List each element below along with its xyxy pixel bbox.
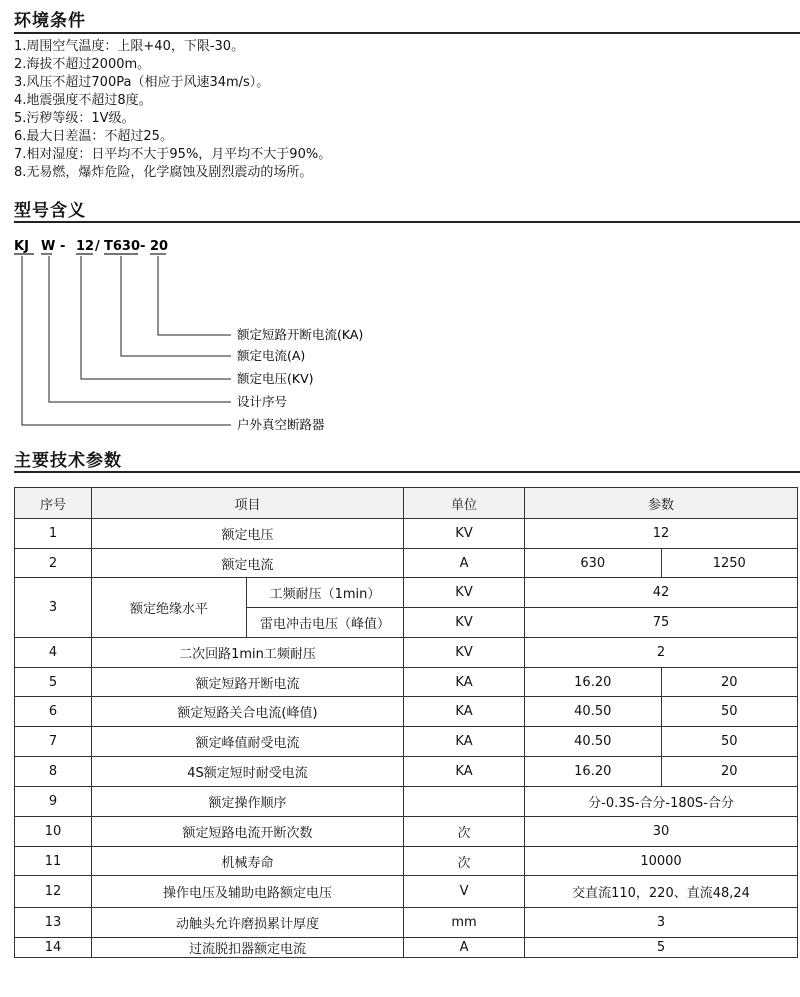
row-item: 机械寿命 <box>92 847 404 876</box>
model-code-part: T630 <box>104 239 141 254</box>
row-no: 14 <box>15 938 92 958</box>
row-subitem: 雷电冲击电压（峰值） <box>247 608 404 638</box>
model-meaning-label: 设计序号 <box>237 394 288 409</box>
row-value-split <box>525 757 798 787</box>
row-item: 额定短路关合电流(峰值) <box>92 697 404 727</box>
value-split <box>525 668 797 696</box>
row-subitem: 工频耐压（1min） <box>247 578 404 608</box>
row-value: 75 <box>525 608 798 638</box>
row-unit: KA <box>404 668 525 697</box>
row-item: 额定电压 <box>92 519 404 549</box>
model-leader-line <box>81 256 231 379</box>
row-no: 10 <box>15 817 92 847</box>
row-value-split <box>525 668 798 697</box>
row-unit: KA <box>404 697 525 727</box>
row-value: 分-0.3S-合分-180S-合分 <box>525 787 798 817</box>
row-unit: V <box>404 876 525 908</box>
param-value-half: 40.50 <box>574 704 612 719</box>
params-table <box>14 487 798 958</box>
row-unit: mm <box>404 908 525 938</box>
model-meaning-label: 户外真空断路器 <box>237 417 325 432</box>
row-no: 3 <box>15 578 92 638</box>
param-value-half: 50 <box>661 727 798 756</box>
param-value-half: 20 <box>661 757 798 786</box>
row-value-split <box>525 697 798 727</box>
header-value: 参数 <box>525 488 798 519</box>
row-item: 额定操作顺序 <box>92 787 404 817</box>
param-value-half: 16.20 <box>574 674 612 690</box>
model-code-part: - <box>60 239 66 254</box>
model-code-part: 20 <box>150 239 169 254</box>
table-row <box>15 757 798 787</box>
row-unit: KV <box>404 519 525 549</box>
row-unit: KV <box>404 638 525 668</box>
row-item: 额定电流 <box>92 549 404 578</box>
model-leader-line <box>121 256 231 356</box>
table-row <box>15 817 798 847</box>
env-condition-item: 3.风压不超过700Pa（相应于风速34m/s）。 <box>14 75 270 90</box>
row-item: 动触头允许磨损累计厚度 <box>92 908 404 938</box>
row-item: 额定短路开断电流 <box>92 668 404 697</box>
model-code-part: - <box>140 239 146 254</box>
row-item: 4S额定短时耐受电流 <box>92 757 404 787</box>
row-value: 3 <box>525 908 798 938</box>
env-condition-item: 7.相对湿度：日平均不大于95%，月平均不大于90%。 <box>14 147 332 162</box>
row-no: 9 <box>15 787 92 817</box>
param-value-half: 20 <box>661 668 798 696</box>
row-no: 12 <box>15 876 92 908</box>
table-row <box>15 727 798 757</box>
header-no: 序号 <box>15 488 92 519</box>
row-unit: A <box>404 549 525 578</box>
model-meaning-label: 额定短路开断电流(KA) <box>237 327 364 342</box>
param-value-half: 630 <box>580 555 606 571</box>
model-leader-line <box>49 256 231 402</box>
table-row <box>15 549 798 578</box>
row-value: 2 <box>525 638 798 668</box>
params-header-row <box>15 488 798 519</box>
env-conditions-list <box>14 38 331 182</box>
model-leader-line <box>22 256 231 425</box>
table-row <box>15 578 798 608</box>
param-value-half: 50 <box>661 697 798 726</box>
table-row <box>15 697 798 727</box>
row-item: 额定峰值耐受电流 <box>92 727 404 757</box>
row-value: 42 <box>525 578 798 608</box>
row-no: 6 <box>15 697 92 727</box>
table-row <box>15 847 798 876</box>
row-unit: A <box>404 938 525 958</box>
row-no: 4 <box>15 638 92 668</box>
model-code-part: / <box>95 239 100 254</box>
model-section-title: 型号含义 <box>14 201 86 221</box>
row-value: 交直流110，220、直流48,24 <box>525 876 798 908</box>
value-split <box>525 727 797 756</box>
row-item: 二次回路1min工频耐压 <box>92 638 404 668</box>
env-section-rule <box>14 32 800 34</box>
row-value-split <box>525 549 798 578</box>
row-no: 11 <box>15 847 92 876</box>
table-row <box>15 638 798 668</box>
table-row <box>15 938 798 958</box>
model-meaning-label: 额定电压(KV) <box>237 371 314 386</box>
env-condition-item: 2.海拔不超过2000m。 <box>14 57 151 72</box>
row-value: 5 <box>525 938 798 958</box>
row-value: 10000 <box>525 847 798 876</box>
row-no: 8 <box>15 757 92 787</box>
table-row <box>15 519 798 549</box>
env-section-title: 环境条件 <box>14 11 86 31</box>
model-meaning-label: 额定电流(A) <box>237 348 306 363</box>
table-row <box>15 787 798 817</box>
env-condition-item: 4.地震强度不超过8度。 <box>14 93 152 108</box>
row-no: 7 <box>15 727 92 757</box>
row-value: 12 <box>525 519 798 549</box>
table-row <box>15 876 798 908</box>
row-item: 操作电压及辅助电路额定电压 <box>92 876 404 908</box>
model-code-part: 12 <box>76 239 95 254</box>
row-no: 2 <box>15 549 92 578</box>
table-row <box>15 668 798 697</box>
param-value-half: 16.20 <box>574 764 612 779</box>
row-unit: 次 <box>404 817 525 847</box>
model-section-rule <box>14 221 800 223</box>
row-unit: 次 <box>404 847 525 876</box>
params-section-title: 主要技术参数 <box>14 451 122 471</box>
header-unit: 单位 <box>404 488 525 519</box>
row-unit: KV <box>404 608 525 638</box>
row-value: 30 <box>525 817 798 847</box>
env-condition-item: 8.无易燃，爆炸危险，化学腐蚀及剧烈震动的场所。 <box>14 165 313 180</box>
row-item: 过流脱扣器额定电流 <box>92 938 404 958</box>
row-item: 额定绝缘水平 <box>92 578 247 638</box>
table-row <box>15 908 798 938</box>
row-no: 13 <box>15 908 92 938</box>
row-unit: KA <box>404 757 525 787</box>
row-unit: KA <box>404 727 525 757</box>
model-code-diagram <box>0 230 420 435</box>
model-code-part: W <box>41 239 56 254</box>
row-value-split <box>525 727 798 757</box>
param-value-half: 1250 <box>661 549 798 577</box>
value-split <box>525 549 797 577</box>
env-condition-item: 6.最大日差温：不超过25。 <box>14 129 173 144</box>
value-split <box>525 697 797 726</box>
model-code-part: KJ <box>14 239 29 254</box>
env-condition-item: 1.周围空气温度：上限+40，下限-30。 <box>14 39 245 54</box>
value-split <box>525 757 797 786</box>
model-leader-line <box>158 256 231 335</box>
row-no: 5 <box>15 668 92 697</box>
row-unit: KV <box>404 578 525 608</box>
param-value-half: 40.50 <box>574 734 612 749</box>
row-no: 1 <box>15 519 92 549</box>
header-item: 项目 <box>92 488 404 519</box>
env-condition-item: 5.污秽等级：1V级。 <box>14 111 135 126</box>
row-item: 额定短路电流开断次数 <box>92 817 404 847</box>
row-unit <box>404 787 525 817</box>
params-section-rule <box>14 471 800 473</box>
